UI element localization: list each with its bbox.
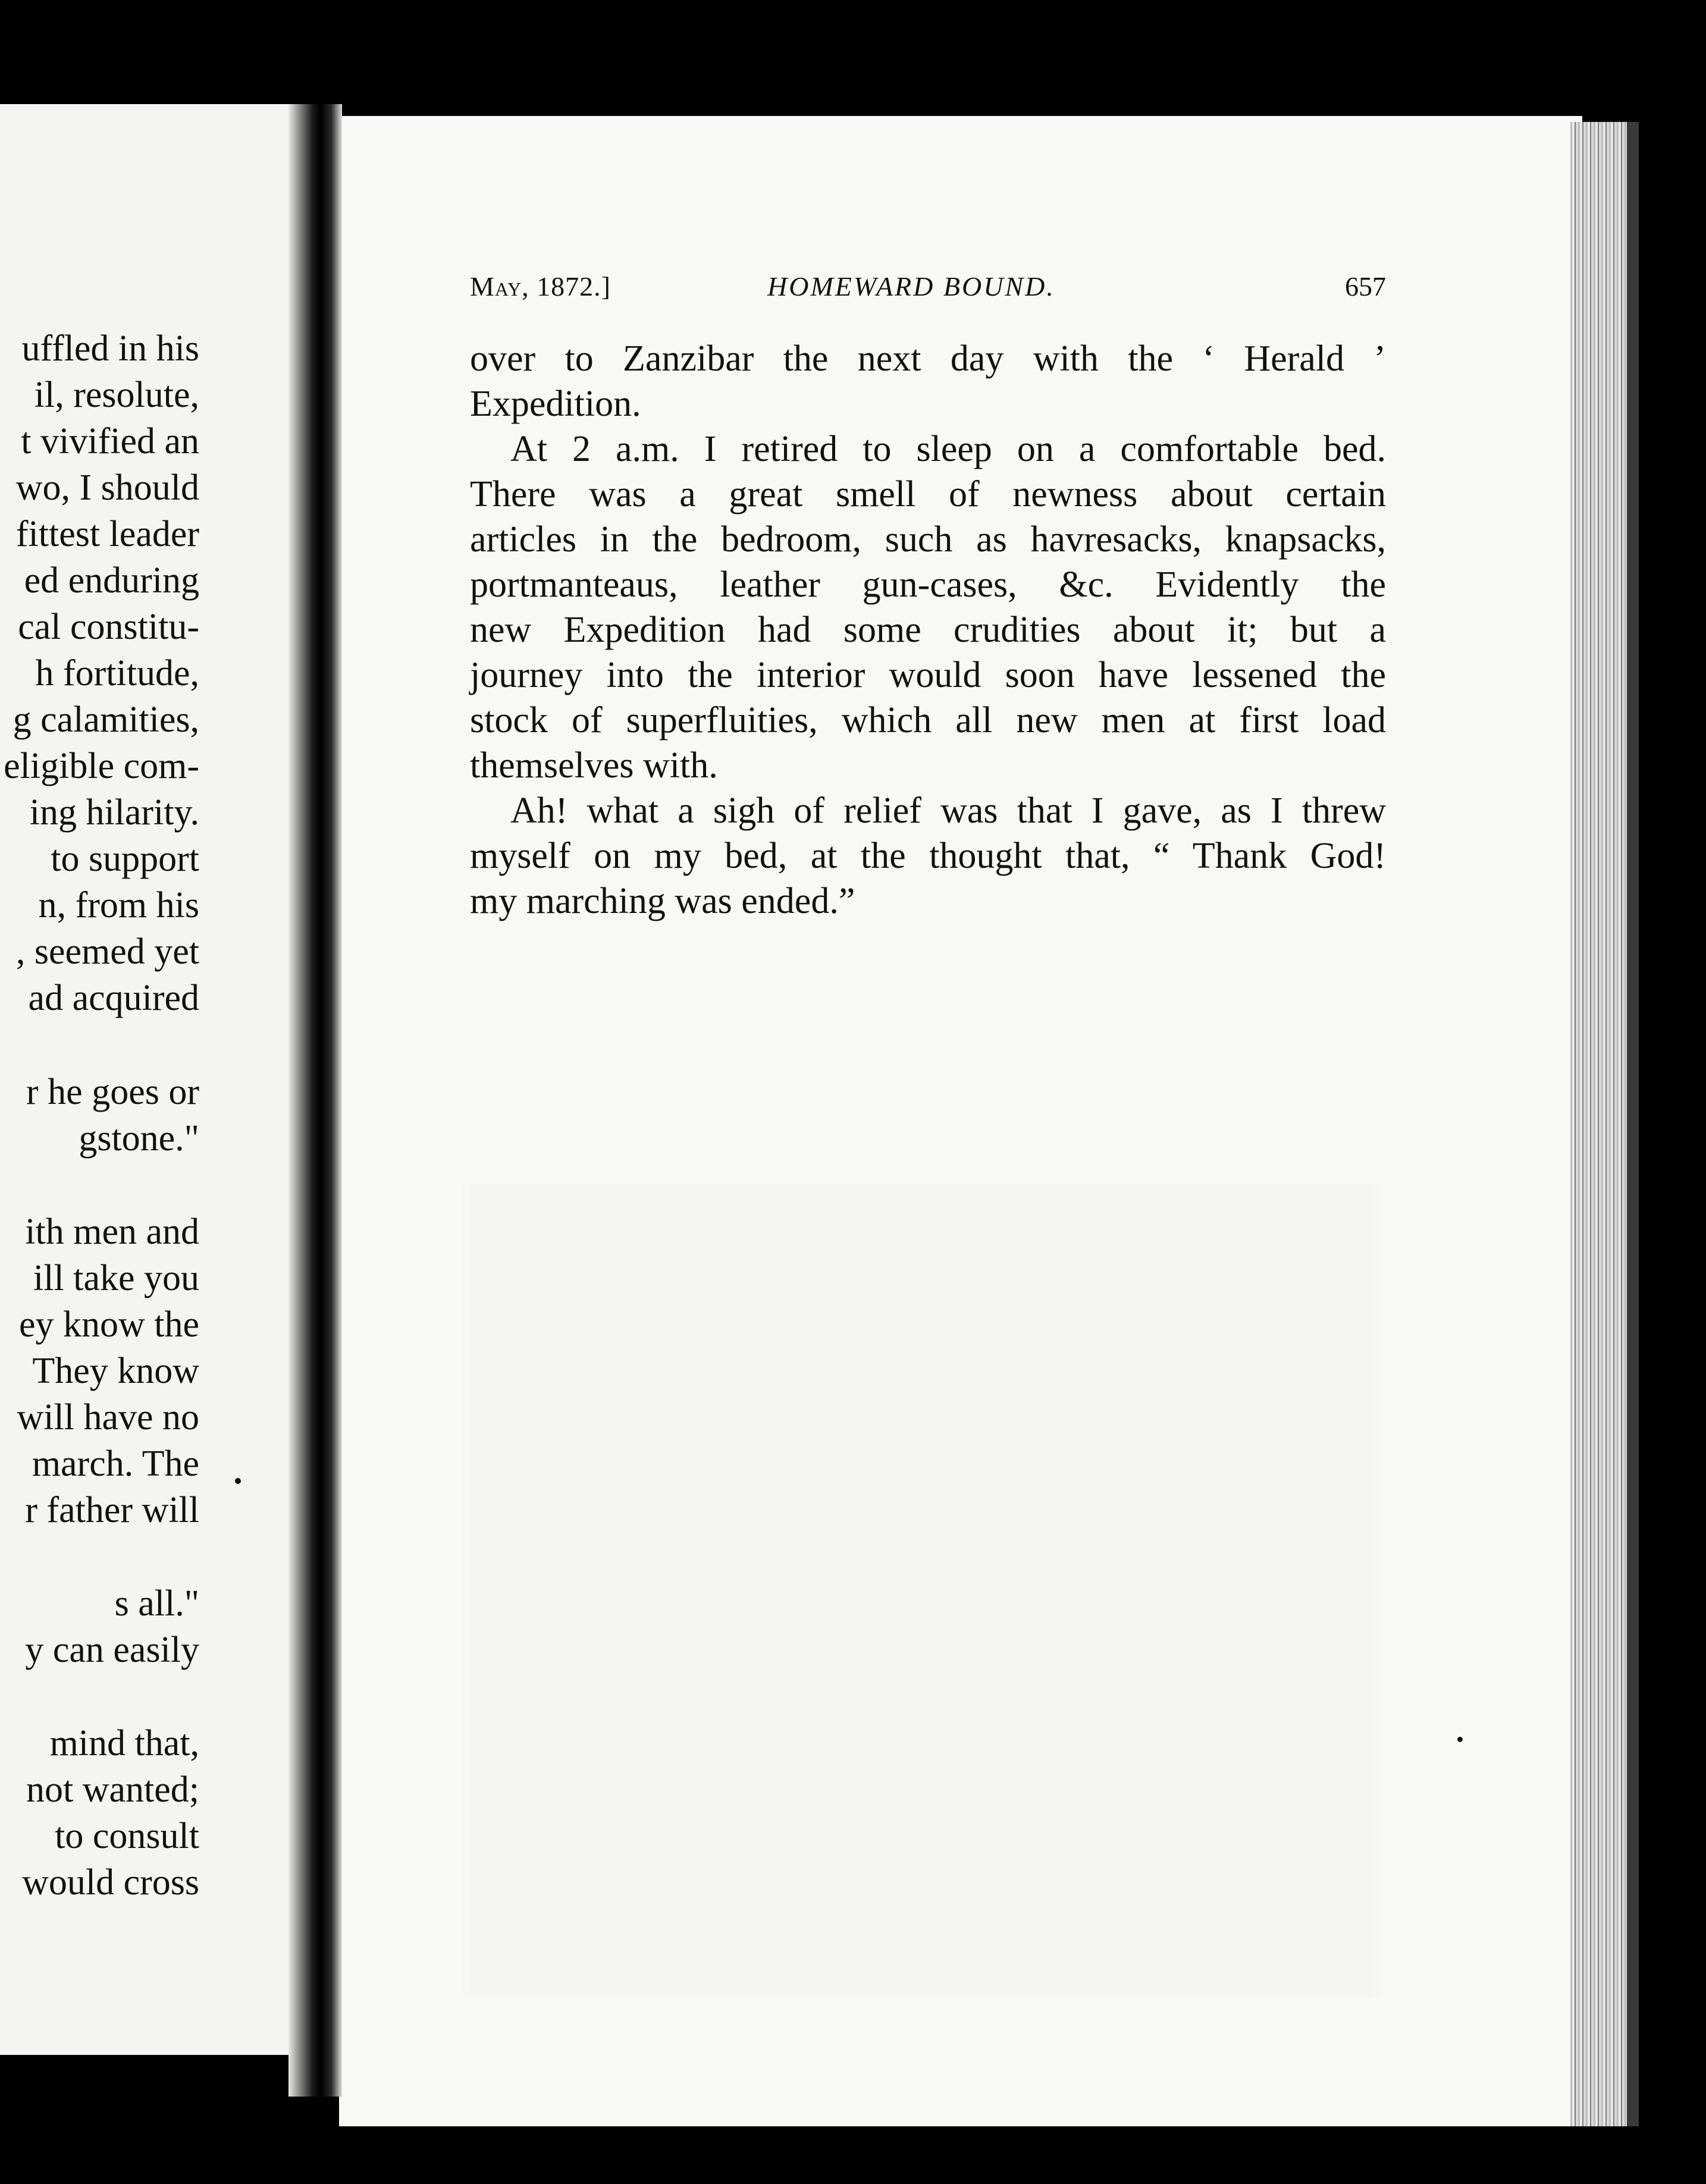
left-line-29: to consult [55, 1816, 199, 1856]
paragraph-1-line-1: over to Zanzibar the next day with the ‘ Herald ’ [470, 338, 1386, 379]
left-line-21: They know [32, 1351, 199, 1391]
left-line-16: r he goes or [26, 1072, 199, 1112]
page-block-shadow [1627, 122, 1639, 2126]
running-head [470, 271, 1386, 312]
paragraph-2-line-2: There was a great smell of newness about certain [470, 474, 1386, 514]
paragraph-2-line-7: stock of superfluities, which all new men at first load [470, 700, 1386, 740]
left-line-25: s all." [114, 1583, 199, 1624]
scan-speck [235, 1478, 241, 1484]
paragraph-3-line-1: Ah! what a sigh of relief was that I gave, as I threw [510, 790, 1386, 831]
left-line-1: uffled in his [21, 328, 199, 369]
paragraph-2-line-3: articles in the bedroom, such as havresacks, knapsacks, [470, 519, 1386, 560]
paragraph-2-line-4: portmanteaus, leather gun-cases, &c. Evidently the [470, 564, 1386, 605]
left-line-18: ith men and [25, 1212, 199, 1252]
paragraph-2-line-5: new Expedition had some crudities about it; but a [470, 610, 1386, 650]
left-line-11: ing hilarity. [29, 792, 199, 833]
left-line-20: ey know the [18, 1304, 199, 1345]
scan-speck [1457, 1737, 1463, 1742]
left-line-15: ad acquired [28, 978, 199, 1018]
previous-page [0, 104, 333, 2055]
left-line-9: g calamities, [12, 699, 199, 740]
left-line-23: march. The [32, 1444, 199, 1484]
left-line-3: t vivified an [21, 421, 199, 462]
left-line-7: cal constitu- [18, 607, 199, 647]
left-line-14: , seemed yet [15, 931, 199, 972]
left-line-13: n, from his [38, 885, 199, 925]
left-line-30: would cross [22, 1862, 199, 1903]
left-line-10: eligible com- [4, 746, 199, 786]
left-line-5: fittest leader [15, 514, 199, 554]
show-through-text [458, 1184, 1386, 1997]
left-line-17: gstone." [79, 1118, 199, 1159]
left-line-12: to support [51, 839, 199, 879]
body-text [470, 336, 1386, 924]
running-head-date: May, 1872.] [470, 271, 611, 302]
left-line-24: r father will [25, 1490, 199, 1530]
left-line-27: mind that, [49, 1723, 199, 1763]
paragraph-2-line-1: At 2 a.m. I retired to sleep on a comfortable bed. [510, 429, 1386, 469]
paragraph-2-line-8: themselves with. [470, 745, 718, 786]
left-line-6: ed enduring [24, 560, 199, 601]
left-line-19: ill take you [33, 1258, 199, 1298]
left-line-4: wo, I should [15, 467, 199, 508]
page-block-edge [1570, 122, 1636, 2126]
page-number: 657 [1345, 271, 1386, 302]
left-line-22: will have no [17, 1397, 199, 1438]
left-line-8: h fortitude, [35, 653, 199, 694]
paragraph-1-line-2: Expedition. [470, 384, 641, 424]
left-line-2: il, resolute, [34, 375, 199, 415]
left-line-28: not wanted; [26, 1769, 199, 1810]
paragraph-3-line-3: my marching was ended.” [470, 881, 855, 921]
running-head-title: HOMEWARD BOUND. [767, 271, 1055, 302]
paragraph-3-line-2: myself on my bed, at the thought that, “ Thank God! [470, 836, 1386, 876]
left-line-26: y can easily [25, 1630, 199, 1670]
paragraph-2-line-6: journey into the interior would soon have lessened the [470, 655, 1386, 695]
book-gutter [288, 104, 342, 2097]
